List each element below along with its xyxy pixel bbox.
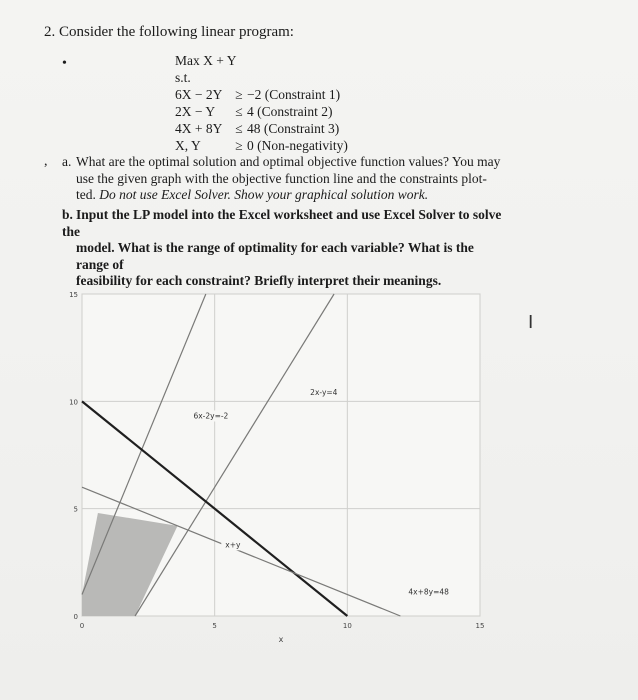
part-a-line-3	[62, 187, 502, 204]
constraint-row	[175, 103, 348, 120]
x-axis-label: x	[278, 635, 284, 644]
series-label: 4x+8y=48	[408, 587, 449, 597]
constraint-relation: ≥	[235, 138, 243, 153]
part-a	[62, 154, 502, 204]
constraint-row	[175, 120, 348, 137]
series-label: x+y	[225, 540, 241, 550]
y-tick-label: 0	[73, 613, 78, 621]
x-tick-label: 5	[212, 622, 217, 630]
lp-graph	[60, 286, 500, 646]
x-tick-label: 10	[342, 622, 352, 630]
x-tick-label: 0	[79, 622, 85, 630]
constraint-relation: ≤	[235, 104, 243, 119]
objective: Max X + Y	[175, 53, 237, 68]
part-b-line: model. What is the range of optimality for each variable? What is the range of	[76, 240, 474, 272]
bullet-dot: ,	[44, 154, 48, 169]
constraint-lhs: 4X + 8Y	[175, 121, 223, 136]
constraint-relation: ≤	[235, 121, 243, 136]
part-b-line: feasibility for each constraint? Briefly interpret their meanings.	[76, 273, 442, 288]
constraint-relation: ≥	[235, 87, 243, 102]
part-b	[62, 207, 502, 290]
series-label: 6x-2y=-2	[193, 411, 229, 421]
part-b-label: b.	[62, 207, 73, 222]
x-tick-label: 15	[475, 622, 485, 630]
part-a-line-plain: ted.	[76, 187, 100, 202]
bullet-dot: •	[62, 56, 67, 71]
part-a-label: a.	[62, 154, 72, 169]
objective-row	[175, 52, 348, 69]
constraint-row	[175, 86, 348, 103]
constraint-row	[175, 137, 348, 154]
question-title: 2. Consider the following linear program:	[44, 24, 294, 40]
part-a-line: use the given graph with the objective function line and the constraints plot-	[76, 170, 487, 186]
text-cursor-icon: Ι	[528, 312, 534, 333]
constraint-rhs: 0 (Non-negativity)	[247, 138, 348, 153]
series-label: 2x-y=4	[310, 387, 338, 397]
constraint-lhs: 2X − Y	[175, 104, 216, 119]
constraint-rhs: 4 (Constraint 2)	[247, 104, 333, 119]
part-a-line: What are the optimal solution and optimal objective function values? You may	[76, 154, 501, 169]
part-a-line-italic: Do not use Excel Solver. Show your graphical solution work.	[99, 187, 429, 202]
linear-program	[175, 52, 348, 154]
y-tick-label: 10	[69, 398, 78, 407]
y-tick-label: 5	[73, 505, 78, 514]
constraint-lhs: 6X − 2Y	[175, 87, 223, 102]
constraint-rhs: 48 (Constraint 3)	[247, 121, 340, 136]
y-tick-label: 15	[69, 291, 78, 299]
subject-to-row	[175, 69, 348, 86]
constraint-lhs: X, Y	[175, 138, 201, 153]
constraint-rhs: −2 (Constraint 1)	[247, 87, 341, 102]
part-b-line: Input the LP model into the Excel worksheet and use Excel Solver to solve the	[62, 207, 502, 239]
subject-to: s.t.	[175, 70, 191, 85]
